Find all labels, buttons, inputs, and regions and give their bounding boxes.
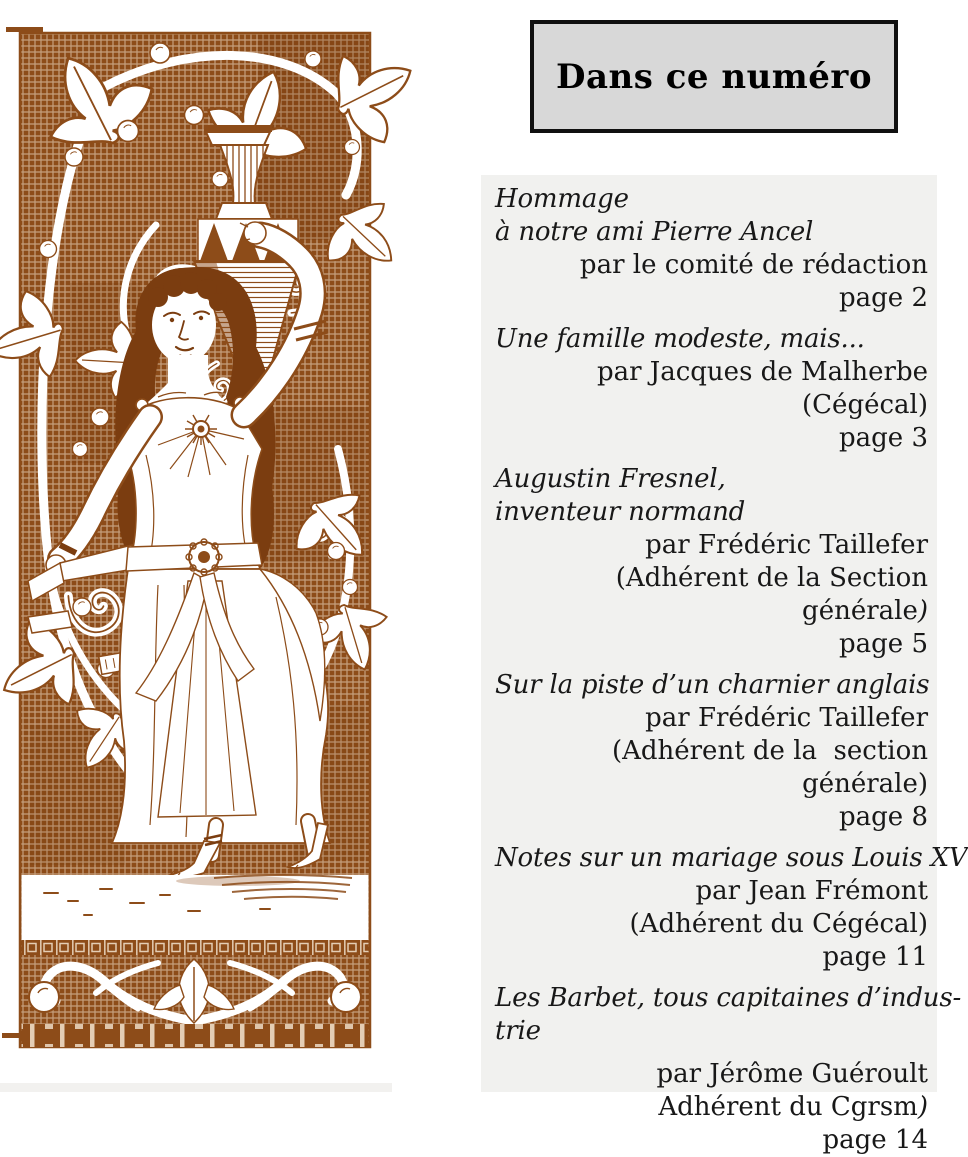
article-credit-line: par Frédéric Taillefer [645,530,928,560]
article-credit-line [495,562,937,628]
article-credit-line: par Jacques de Malherbe [596,357,928,387]
toc-entry [495,463,937,661]
engraving-illustration [8,25,372,1050]
article-page-ref: page 2 [839,283,928,313]
credit-suffix: ) [917,1092,928,1122]
article-title-line: Hommage [495,184,629,214]
article-credit-line: par Jean Frémont [695,876,928,906]
page-edge-mark-bottom [2,1033,29,1038]
article-credit-line: (Cégécal) [802,390,928,420]
issue-header-box [530,20,898,133]
issue-header-title: Dans ce numéro [555,56,873,97]
credit-suffix: ) [917,596,928,626]
article-page-ref: page 11 [822,942,928,972]
article-page-ref: page 14 [822,1125,928,1155]
article-credit-line: par le comité de rédaction [579,250,928,280]
article-title-line: Notes sur un mariage sous Louis XV [495,843,968,873]
toc-entry [495,982,962,1157]
page-edge-mark-top [6,27,43,32]
article-title-line: inventeur normand [495,497,746,527]
article-title-line: Augustin Fresnel, [495,464,726,494]
toc-entry [495,183,928,315]
article-title-line: trie [495,1016,541,1046]
article-page-ref: page 8 [839,802,928,832]
article-credit-line: (Adhérent du Cégécal) [629,909,928,939]
article-credit-line [495,1091,928,1124]
toc-entry [495,842,968,974]
article-page-ref: page 5 [839,629,928,659]
ground [22,875,369,940]
article-page-ref: page 3 [839,423,928,453]
article-credit-line: par Jérôme Guéroult [656,1059,928,1089]
article-title-line: Sur la piste d’un charnier anglais [495,670,930,700]
article-credit-line: (Adhérent de la section générale) [611,736,937,799]
toc-entry [495,323,928,455]
article-title-line: à notre ami Pierre Ancel [495,217,814,247]
woman-with-amphora-engraving [8,25,372,1050]
article-title-line: Une famille modeste, mais... [495,324,865,354]
credit-text: (Adhérent de la Section générale [615,563,937,626]
article-credit-line: par Frédéric Taillefer [645,703,928,733]
toc-panel [481,175,968,1155]
article-title-line: Les Barbet, tous capitaines d’indus- [495,983,962,1013]
toc-entry [495,669,937,834]
page-bottom-shadow [0,1083,392,1092]
credit-text: Adhérent du Cgrsm [658,1092,918,1122]
ornamental-frieze [22,940,369,1047]
